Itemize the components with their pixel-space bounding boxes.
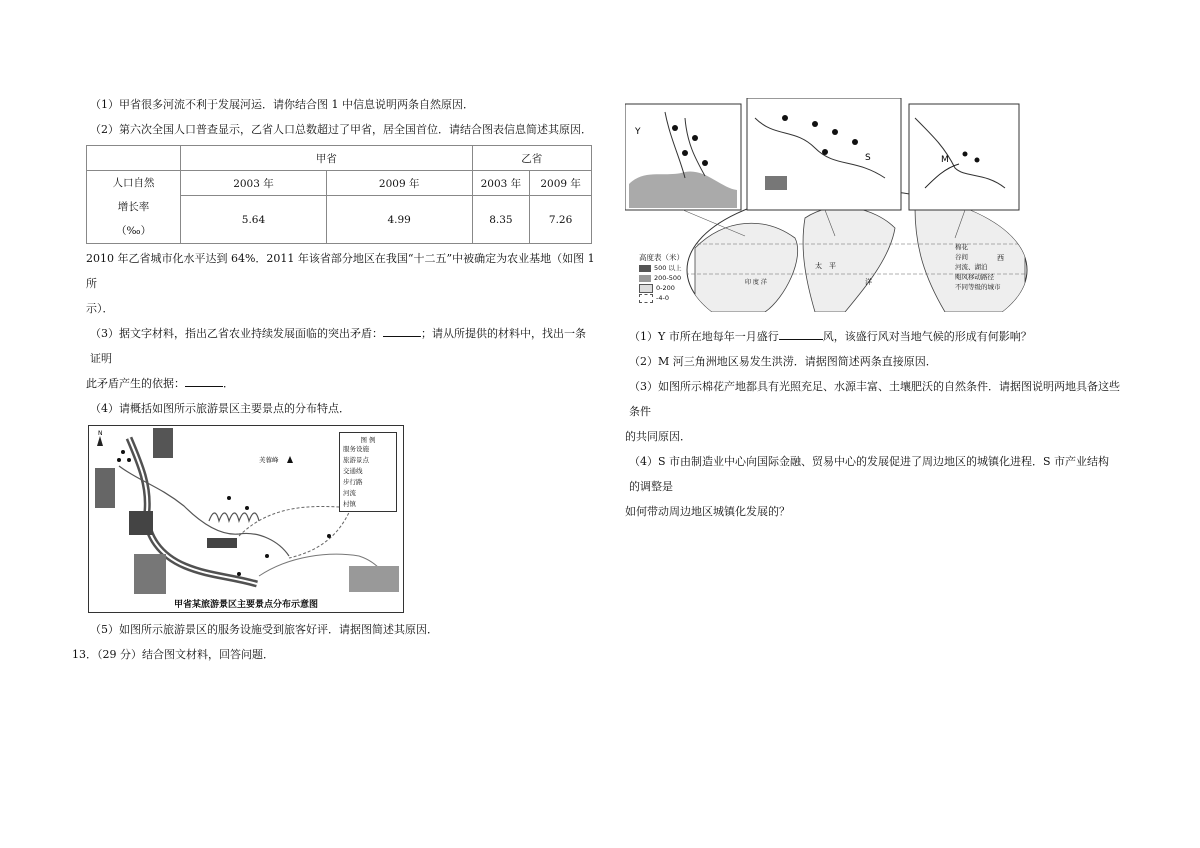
question-3-basis-end: ． — [223, 377, 234, 390]
question-3-end: ；请从所提供的材料中，找出一条证明 — [90, 327, 586, 365]
right-question-2: （2）M 河三角洲地区易发生洪涝．请据图简述两条直接原因． — [629, 355, 937, 368]
west-label: 西 — [997, 254, 1004, 262]
table-cell: 8.35 — [472, 196, 530, 244]
legend-item: 服务设施 — [343, 445, 369, 453]
peak-label: 芙蓉峰 — [259, 456, 279, 464]
question-4: （4）请概括如图所示旅游景区主要景点的分布特点． — [90, 402, 350, 415]
right-question-3-line2: 的共同原因． — [625, 430, 691, 443]
legend-symbol: 棉花 — [955, 243, 968, 251]
legend-item: 村镇 — [343, 500, 356, 508]
legend-item: 旅游景点 — [343, 456, 369, 464]
question-5: （5）如图所示旅游景区的服务设施受到旅客好评．请据图简述其原因． — [90, 623, 438, 636]
legend-item: 步行路 — [343, 478, 363, 486]
right-question-4-line2: 如何带动周边地区城镇化发展的？ — [625, 505, 790, 518]
row-label-2: 增长率 — [117, 201, 150, 213]
question-3-line2 — [86, 371, 596, 396]
peak-icon — [287, 456, 293, 463]
right-column — [625, 98, 1120, 524]
question-3-basis: 此矛盾产生的依据： — [86, 377, 185, 390]
world-map-figure — [625, 98, 1037, 312]
legend-height-2: 200-500 — [639, 273, 711, 283]
inset-label-s: S — [865, 153, 871, 163]
legend-height-3: 0-200 — [639, 283, 711, 293]
answer-blank — [383, 325, 421, 337]
question-3 — [86, 321, 596, 371]
question-3-text: （3）据文字材料，指出乙省农业持续发展面临的突出矛盾： — [90, 327, 383, 340]
height-legend — [639, 252, 711, 308]
table-cell: 7.26 — [530, 196, 592, 244]
table-cell: 5.64 — [181, 196, 327, 244]
symbol-legend — [955, 242, 1035, 302]
row-label — [87, 171, 181, 244]
question-13: 13．（29 分）结合图文材料，回答问题． — [72, 648, 274, 661]
table-cell: 2003 年 — [181, 171, 327, 196]
answer-blank — [185, 375, 223, 387]
tourism-map-figure — [88, 425, 404, 613]
legend-title: 高度表（米） — [639, 253, 684, 262]
row-label-3: （‰） — [116, 225, 152, 237]
ocean-label-2: 洋 — [865, 278, 872, 286]
row-label-1: 人口自然 — [112, 177, 155, 189]
figure1-legend — [339, 432, 397, 512]
answer-blank — [779, 328, 823, 340]
table-cell: 2009 年 — [326, 171, 472, 196]
legend-symbol: 谷间 — [955, 253, 968, 261]
inset-label-y: Y — [635, 127, 641, 137]
legend-item: 交通线 — [343, 467, 363, 475]
svg-text:N: N — [98, 430, 103, 437]
text-2010-line2: 示）． — [86, 302, 114, 315]
table-cell: 2003 年 — [472, 171, 530, 196]
text-2010-line1: 2010 年乙省城市化水平达到 64%．2011 年该省部分地区在我国“十二五”中被确定为农业基地（如图 1 所 — [86, 252, 595, 290]
legend-item: 河流 — [343, 489, 356, 497]
question-2: （2）第六次全国人口普查显示，乙省人口总数超过了甲省，居全国首位．请结合图表信息简述其原因． — [90, 123, 592, 136]
figure1-caption: 甲省某旅游景区主要景点分布示意图 — [173, 600, 318, 610]
left-column — [72, 92, 596, 667]
table-row — [87, 146, 592, 171]
table-cell: 4.99 — [326, 196, 472, 244]
right-question-4-line1: （4）S 市由制造业中心向国际金融、贸易中心的发展促进了周边地区的城镇化进程．S 市产业结构的调整是 — [629, 455, 1110, 493]
legend-height-1: 500 以上 — [639, 263, 711, 273]
legend-height-4: -4-0 — [639, 293, 711, 303]
right-questions — [625, 324, 1120, 524]
right-question-1: （1）Y 市所在地每年一月盛行 风，该盛行风对当地气候的形成有何影响？ — [629, 330, 1032, 343]
legend-symbol: 不同等级的城市 — [955, 283, 1001, 291]
header-yi: 乙省 — [472, 146, 591, 171]
indian-ocean-label: 印 度 洋 — [745, 279, 767, 286]
table-row — [87, 171, 592, 196]
right-question-3-line1: （3）如图所示棉花产地都具有光照充足、水源丰富、土壤肥沃的自然条件．请据图说明两地具备这些条件 — [629, 380, 1120, 418]
question-1: （1）甲省很多河流不利于发展河运．请你结合图 1 中信息说明两条自然原因． — [90, 98, 474, 111]
header-jia: 甲省 — [181, 146, 472, 171]
population-table — [86, 145, 592, 244]
inset-label-m: M — [941, 155, 949, 165]
legend-symbol: 河流、湖泊 — [955, 263, 988, 271]
ocean-label: 太 平 — [815, 262, 836, 270]
north-arrow-icon — [97, 430, 103, 446]
table-cell: 2009 年 — [530, 171, 592, 196]
legend-symbol: 飓风移动路径 — [955, 273, 994, 281]
legend-title: 图 例 — [360, 436, 376, 444]
